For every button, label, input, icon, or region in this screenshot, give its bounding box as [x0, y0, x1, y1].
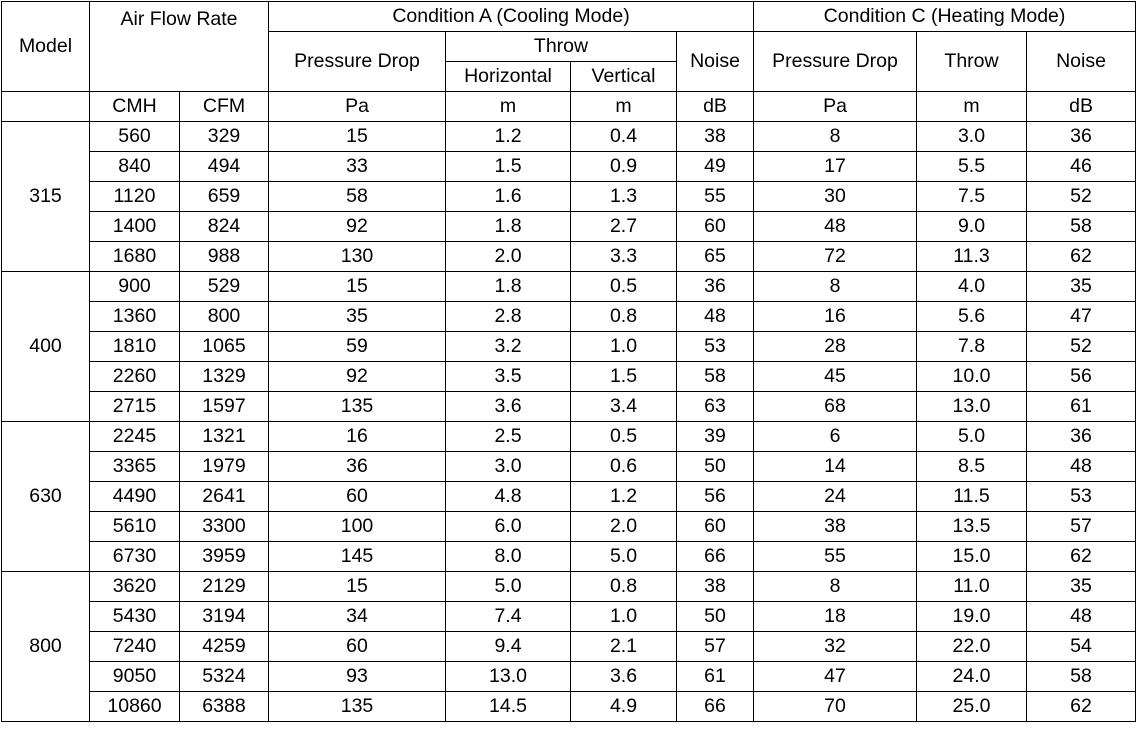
data-cell: 50 — [677, 602, 754, 632]
data-cell: 1680 — [90, 242, 180, 272]
data-cell: 494 — [180, 152, 269, 182]
data-cell: 55 — [754, 542, 917, 572]
data-cell: 10.0 — [917, 362, 1027, 392]
data-cell: 3.3 — [571, 242, 677, 272]
data-cell: 16 — [754, 302, 917, 332]
data-cell: 33 — [269, 152, 446, 182]
data-cell: 3194 — [180, 602, 269, 632]
data-cell: 61 — [1027, 392, 1136, 422]
data-cell: 66 — [677, 542, 754, 572]
data-cell: 8 — [754, 272, 917, 302]
data-cell: 65 — [677, 242, 754, 272]
header-a-throw-horizontal: Horizontal — [446, 62, 571, 92]
data-cell: 130 — [269, 242, 446, 272]
data-cell: 92 — [269, 362, 446, 392]
data-cell: 0.4 — [571, 122, 677, 152]
table-row — [2, 572, 1136, 602]
unit-cell: CMH — [90, 92, 180, 122]
data-cell: 47 — [754, 662, 917, 692]
data-cell: 60 — [269, 482, 446, 512]
data-cell: 5.6 — [917, 302, 1027, 332]
data-cell: 1360 — [90, 302, 180, 332]
data-cell: 24 — [754, 482, 917, 512]
model-cell: 400 — [2, 272, 90, 422]
data-cell: 135 — [269, 692, 446, 722]
data-cell: 53 — [677, 332, 754, 362]
data-cell: 1120 — [90, 182, 180, 212]
table-row — [2, 362, 1136, 392]
model-cell: 630 — [2, 422, 90, 572]
data-cell: 7240 — [90, 632, 180, 662]
data-cell: 0.9 — [571, 152, 677, 182]
data-cell: 1.2 — [446, 122, 571, 152]
header-a-throw-vertical: Vertical — [571, 62, 677, 92]
data-cell: 329 — [180, 122, 269, 152]
data-cell: 2.0 — [446, 242, 571, 272]
data-cell: 38 — [677, 122, 754, 152]
data-cell: 68 — [754, 392, 917, 422]
data-cell: 11.3 — [917, 242, 1027, 272]
data-cell: 5610 — [90, 512, 180, 542]
table-row — [2, 332, 1136, 362]
data-cell: 56 — [677, 482, 754, 512]
data-cell: 46 — [1027, 152, 1136, 182]
data-cell: 36 — [677, 272, 754, 302]
data-cell: 6.0 — [446, 512, 571, 542]
data-cell: 3959 — [180, 542, 269, 572]
data-cell: 0.6 — [571, 452, 677, 482]
model-cell: 800 — [2, 572, 90, 722]
data-cell: 22.0 — [917, 632, 1027, 662]
data-cell: 3365 — [90, 452, 180, 482]
data-cell: 55 — [677, 182, 754, 212]
table-row — [2, 662, 1136, 692]
data-cell: 8 — [754, 122, 917, 152]
data-cell: 5430 — [90, 602, 180, 632]
table-row — [2, 212, 1136, 242]
header-c-throw: Throw — [917, 32, 1027, 92]
data-cell: 5.0 — [446, 572, 571, 602]
data-cell: 34 — [269, 602, 446, 632]
data-cell: 50 — [677, 452, 754, 482]
data-cell: 8.0 — [446, 542, 571, 572]
data-cell: 6730 — [90, 542, 180, 572]
data-cell: 1597 — [180, 392, 269, 422]
header-units-model-blank — [2, 92, 90, 122]
data-cell: 35 — [1027, 272, 1136, 302]
data-cell: 3.0 — [917, 122, 1027, 152]
table-row — [2, 482, 1136, 512]
data-cell: 4.8 — [446, 482, 571, 512]
data-cell: 1.8 — [446, 272, 571, 302]
data-cell: 13.0 — [917, 392, 1027, 422]
data-cell: 53 — [1027, 482, 1136, 512]
data-cell: 5.5 — [917, 152, 1027, 182]
data-cell: 9050 — [90, 662, 180, 692]
data-cell: 48 — [1027, 602, 1136, 632]
data-cell: 13.5 — [917, 512, 1027, 542]
data-cell: 45 — [754, 362, 917, 392]
data-cell: 15 — [269, 272, 446, 302]
data-cell: 9.4 — [446, 632, 571, 662]
data-cell: 659 — [180, 182, 269, 212]
unit-cell: m — [917, 92, 1027, 122]
data-cell: 60 — [269, 632, 446, 662]
data-cell: 3.4 — [571, 392, 677, 422]
data-cell: 1.3 — [571, 182, 677, 212]
data-cell: 58 — [269, 182, 446, 212]
data-cell: 145 — [269, 542, 446, 572]
data-cell: 1.2 — [571, 482, 677, 512]
header-air-flow-rate: Air Flow Rate — [90, 2, 269, 92]
table-row — [2, 632, 1136, 662]
data-cell: 3620 — [90, 572, 180, 602]
data-cell: 840 — [90, 152, 180, 182]
data-cell: 0.8 — [571, 572, 677, 602]
data-cell: 7.5 — [917, 182, 1027, 212]
data-cell: 4.9 — [571, 692, 677, 722]
data-cell: 1810 — [90, 332, 180, 362]
data-cell: 72 — [754, 242, 917, 272]
data-cell: 52 — [1027, 182, 1136, 212]
data-cell: 3.0 — [446, 452, 571, 482]
unit-cell: dB — [677, 92, 754, 122]
data-cell: 8.5 — [917, 452, 1027, 482]
data-cell: 5324 — [180, 662, 269, 692]
data-cell: 62 — [1027, 542, 1136, 572]
data-cell: 62 — [1027, 692, 1136, 722]
data-cell: 59 — [269, 332, 446, 362]
data-cell: 15.0 — [917, 542, 1027, 572]
unit-cell: m — [446, 92, 571, 122]
table-row — [2, 302, 1136, 332]
data-cell: 2245 — [90, 422, 180, 452]
data-cell: 58 — [1027, 662, 1136, 692]
data-cell: 36 — [1027, 422, 1136, 452]
data-cell: 7.4 — [446, 602, 571, 632]
table-row — [2, 242, 1136, 272]
header-a-throw: Throw — [446, 32, 677, 62]
data-cell: 58 — [677, 362, 754, 392]
data-cell: 10860 — [90, 692, 180, 722]
data-cell: 30 — [754, 182, 917, 212]
data-cell: 6388 — [180, 692, 269, 722]
data-cell: 49 — [677, 152, 754, 182]
data-cell: 2.1 — [571, 632, 677, 662]
data-cell: 2.7 — [571, 212, 677, 242]
data-cell: 3.2 — [446, 332, 571, 362]
data-cell: 48 — [754, 212, 917, 242]
data-cell: 57 — [677, 632, 754, 662]
table-row — [2, 512, 1136, 542]
data-cell: 1.6 — [446, 182, 571, 212]
data-cell: 5.0 — [571, 542, 677, 572]
data-cell: 19.0 — [917, 602, 1027, 632]
data-cell: 35 — [269, 302, 446, 332]
table-row — [2, 422, 1136, 452]
data-cell: 60 — [677, 512, 754, 542]
data-cell: 38 — [754, 512, 917, 542]
data-cell: 0.8 — [571, 302, 677, 332]
data-cell: 1.0 — [571, 602, 677, 632]
data-cell: 70 — [754, 692, 917, 722]
table-row — [2, 272, 1136, 302]
data-cell: 2.8 — [446, 302, 571, 332]
data-cell: 66 — [677, 692, 754, 722]
data-cell: 2129 — [180, 572, 269, 602]
header-condition-a: Condition A (Cooling Mode) — [269, 2, 754, 32]
data-cell: 1065 — [180, 332, 269, 362]
data-cell: 1400 — [90, 212, 180, 242]
header-c-noise: Noise — [1027, 32, 1136, 92]
data-cell: 17 — [754, 152, 917, 182]
table-row — [2, 392, 1136, 422]
header-model: Model — [2, 2, 90, 92]
data-cell: 25.0 — [917, 692, 1027, 722]
table-row — [2, 152, 1136, 182]
data-cell: 1329 — [180, 362, 269, 392]
table-row — [2, 692, 1136, 722]
data-cell: 11.0 — [917, 572, 1027, 602]
table-row — [2, 122, 1136, 152]
data-cell: 0.5 — [571, 422, 677, 452]
data-cell: 3.6 — [446, 392, 571, 422]
data-cell: 135 — [269, 392, 446, 422]
data-cell: 24.0 — [917, 662, 1027, 692]
data-cell: 48 — [677, 302, 754, 332]
data-cell: 56 — [1027, 362, 1136, 392]
data-cell: 14 — [754, 452, 917, 482]
data-cell: 32 — [754, 632, 917, 662]
data-cell: 36 — [1027, 122, 1136, 152]
data-cell: 4.0 — [917, 272, 1027, 302]
performance-table — [1, 1, 1136, 722]
table-row — [2, 452, 1136, 482]
table-row — [2, 542, 1136, 572]
data-cell: 54 — [1027, 632, 1136, 662]
model-cell: 315 — [2, 122, 90, 272]
data-cell: 800 — [180, 302, 269, 332]
header-c-pressure-drop: Pressure Drop — [754, 32, 917, 92]
data-cell: 39 — [677, 422, 754, 452]
data-cell: 15 — [269, 122, 446, 152]
data-cell: 1321 — [180, 422, 269, 452]
data-cell: 0.5 — [571, 272, 677, 302]
data-cell: 36 — [269, 452, 446, 482]
data-cell: 11.5 — [917, 482, 1027, 512]
data-cell: 28 — [754, 332, 917, 362]
data-cell: 2.0 — [571, 512, 677, 542]
unit-cell: dB — [1027, 92, 1136, 122]
data-cell: 7.8 — [917, 332, 1027, 362]
data-cell: 9.0 — [917, 212, 1027, 242]
data-cell: 38 — [677, 572, 754, 602]
data-cell: 93 — [269, 662, 446, 692]
data-cell: 3.5 — [446, 362, 571, 392]
data-cell: 529 — [180, 272, 269, 302]
data-cell: 1.5 — [571, 362, 677, 392]
data-cell: 15 — [269, 572, 446, 602]
data-cell: 8 — [754, 572, 917, 602]
data-cell: 35 — [1027, 572, 1136, 602]
data-cell: 58 — [1027, 212, 1136, 242]
data-cell: 62 — [1027, 242, 1136, 272]
data-cell: 2641 — [180, 482, 269, 512]
header-a-pressure-drop: Pressure Drop — [269, 32, 446, 92]
data-cell: 63 — [677, 392, 754, 422]
data-cell: 1.5 — [446, 152, 571, 182]
data-cell: 6 — [754, 422, 917, 452]
data-cell: 14.5 — [446, 692, 571, 722]
unit-cell: Pa — [269, 92, 446, 122]
data-cell: 61 — [677, 662, 754, 692]
header-a-noise: Noise — [677, 32, 754, 92]
data-cell: 1.8 — [446, 212, 571, 242]
data-cell: 5.0 — [917, 422, 1027, 452]
data-cell: 13.0 — [446, 662, 571, 692]
unit-cell: CFM — [180, 92, 269, 122]
data-cell: 1979 — [180, 452, 269, 482]
data-cell: 3.6 — [571, 662, 677, 692]
data-cell: 988 — [180, 242, 269, 272]
data-cell: 16 — [269, 422, 446, 452]
header-condition-c: Condition C (Heating Mode) — [754, 2, 1136, 32]
unit-cell: Pa — [754, 92, 917, 122]
data-cell: 4259 — [180, 632, 269, 662]
data-cell: 18 — [754, 602, 917, 632]
unit-cell: m — [571, 92, 677, 122]
table-body — [2, 122, 1136, 722]
data-cell: 52 — [1027, 332, 1136, 362]
table-row — [2, 182, 1136, 212]
data-cell: 57 — [1027, 512, 1136, 542]
data-cell: 560 — [90, 122, 180, 152]
data-cell: 2715 — [90, 392, 180, 422]
data-cell: 100 — [269, 512, 446, 542]
data-cell: 2.5 — [446, 422, 571, 452]
data-cell: 47 — [1027, 302, 1136, 332]
table-row — [2, 602, 1136, 632]
data-cell: 4490 — [90, 482, 180, 512]
data-cell: 900 — [90, 272, 180, 302]
data-cell: 3300 — [180, 512, 269, 542]
data-cell: 824 — [180, 212, 269, 242]
data-cell: 2260 — [90, 362, 180, 392]
data-cell: 92 — [269, 212, 446, 242]
data-cell: 60 — [677, 212, 754, 242]
data-cell: 48 — [1027, 452, 1136, 482]
data-cell: 1.0 — [571, 332, 677, 362]
